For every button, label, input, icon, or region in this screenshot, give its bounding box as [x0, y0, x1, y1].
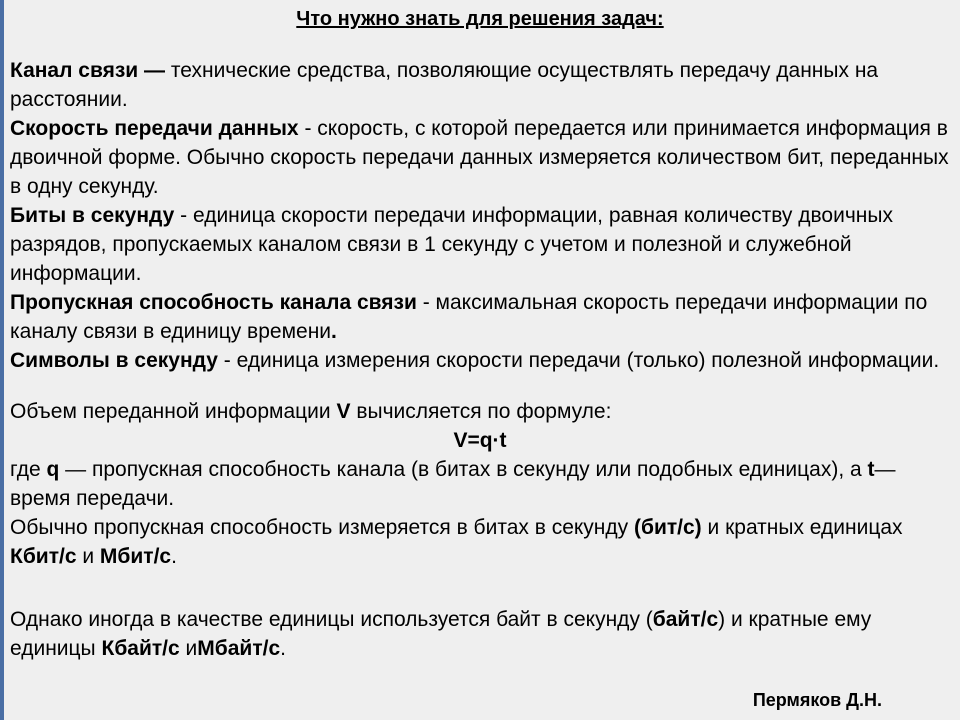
- formula-expression: V=q·t: [453, 429, 507, 452]
- content-body: [10, 56, 950, 663]
- definition-text: - максимальная скорость передачи информации по каналу связи в единицу времени: [10, 291, 928, 343]
- unit-mbit-s: Мбит/с: [99, 545, 172, 568]
- author-name: Пермяков Д.Н.: [752, 690, 882, 710]
- text: — пропускная способность канала (в битах в секунду или подобных единицах), а: [59, 458, 868, 481]
- page-title: Что нужно знать для решения задач:: [296, 8, 664, 30]
- period: .: [331, 320, 337, 343]
- unit-kbit-s: Кбит/с: [10, 545, 77, 568]
- definition-text: технические средства, позволяющие осуществлять передачу данных на расстоянии.: [10, 59, 879, 111]
- spacer: [10, 375, 950, 397]
- unit-mbyte-s: Мбайт/с: [197, 637, 281, 660]
- unit-byte-s: байт/с: [652, 608, 719, 631]
- bytes-paragraph: [10, 605, 950, 663]
- term: Пропускная способность канала связи: [10, 291, 417, 314]
- definition-symbols-per-second: [10, 346, 950, 375]
- text: и: [179, 637, 198, 660]
- text: ) и кратные ему единицы: [10, 608, 872, 660]
- spacer: [10, 571, 950, 605]
- definition-channel: [10, 56, 950, 114]
- definition-text: - скорость, с которой передается или принимается информация в двоичной форме. Обычно скорость передачи данных измеряется количеством бит, переданных в одну секунду.: [10, 117, 949, 198]
- text: .: [171, 545, 177, 568]
- text: и кратных единицах: [701, 516, 903, 539]
- unit-kbyte-s: Кбайт/с: [101, 637, 180, 660]
- definition-text: - единица измерения скорости передачи (только) полезной информации.: [217, 349, 940, 372]
- definition-bandwidth: [10, 288, 950, 346]
- text: .: [280, 637, 286, 660]
- text: Объем переданной информации: [10, 400, 337, 423]
- formula-explanation: [10, 455, 950, 513]
- definition-bits-per-second: [10, 201, 950, 288]
- term: Скорость передачи данных: [10, 117, 299, 140]
- text: вычисляется по формуле:: [350, 400, 612, 423]
- variable-v: V: [336, 400, 351, 423]
- text: Однако иногда в качестве единицы используется байт в секунду (: [10, 608, 653, 631]
- text: Обычно пропускная способность измеряется в битах в секунду: [10, 516, 634, 539]
- term: Символы в секунду: [10, 349, 218, 372]
- term: Биты в секунду: [10, 204, 175, 227]
- term: Канал связи —: [10, 59, 166, 82]
- units-paragraph: [10, 513, 950, 571]
- unit-bit-s: (бит/с): [634, 516, 702, 539]
- left-border-bar: [0, 0, 4, 720]
- definition-text: - единица скорости передачи информации, равная количеству двоичных разрядов, пропускаемых каналом связи в 1 секунду с учетом и полезной и служебной информации.: [10, 204, 893, 285]
- text: — время передачи.: [10, 458, 896, 510]
- formula-intro: [10, 397, 950, 426]
- variable-t: t: [867, 458, 875, 481]
- definition-data-rate: [10, 114, 950, 201]
- variable-q: q: [46, 458, 60, 481]
- text: и: [76, 545, 100, 568]
- text: где: [10, 458, 47, 481]
